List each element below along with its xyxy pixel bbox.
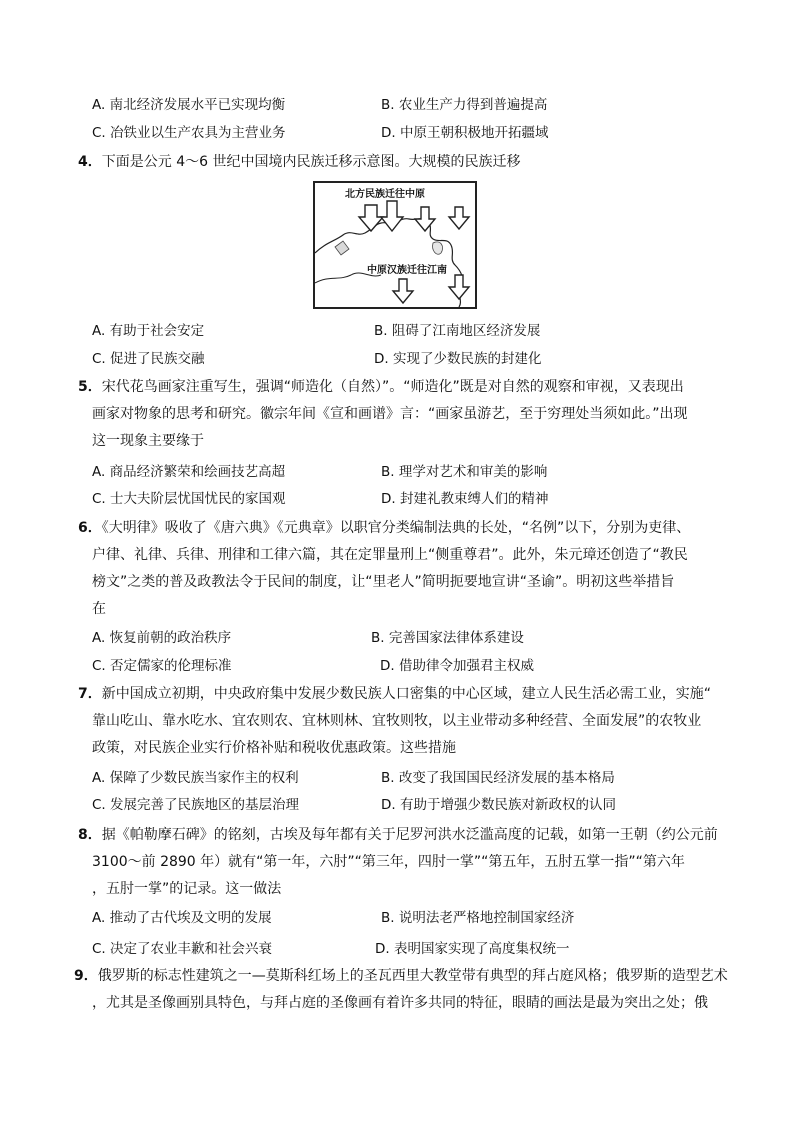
- q5-line-2: 画家对物象的思考和研究。徽宗年间《宣和画谱》言：“画家虽游艺，至于穷理处当须如此。”出现: [92, 406, 688, 422]
- q4-stem-text: 下面是公元 4～6 世纪中国境内民族迁移示意图。大规模的民族迁移: [101, 154, 521, 170]
- q8-option-a: A. 推动了古代埃及文明的发展: [92, 910, 272, 926]
- q7-option-c: C. 发展完善了民族地区的基层治理: [92, 797, 300, 813]
- q4-option-b: B. 阻碍了江南地区经济发展: [374, 323, 541, 339]
- q6-line-1: 6．《大明律》吸收了《唐六典》《元典章》以职官分类编制法典的长处，“名例”以下，分别为吏律、: [78, 520, 691, 536]
- peninsula: [433, 242, 443, 254]
- q9-number: 9: [74, 968, 84, 984]
- migration-map: [313, 181, 477, 309]
- q8-option-c: C. 决定了农业丰歉和社会兴衰: [92, 941, 273, 957]
- q6-option-b: B. 完善国家法律体系建设: [371, 630, 524, 646]
- q5-option-b: B. 理学对艺术和审美的影响: [381, 464, 548, 480]
- arrow-5: [393, 279, 413, 303]
- q9-line-2: ，尤其是圣像画别具特色，与拜占庭的圣像画有着许多共同的特征，眼睛的画法是最为突出之处；俄: [92, 995, 708, 1011]
- q5-option-d: D. 封建礼教束缚人们的精神: [381, 491, 549, 507]
- q3-option-b: B. 农业生产力得到普遍提高: [381, 97, 548, 113]
- q7-option-d: D. 有助于增强少数民族对新政权的认同: [381, 797, 616, 813]
- q6-line-1-text: 《大明律》吸收了《唐六典》《元典章》以职官分类编制法典的长处，“名例”以下，分别为吏律、: [101, 520, 691, 536]
- q8-line-1: 8．据《帕勒摩石碑》的铭刻，古埃及每年都有关于尼罗河洪水泛滥高度的记载，如第一王朝（约公元前: [78, 827, 718, 843]
- q6-option-a: A. 恢复前朝的政治秩序: [92, 630, 232, 646]
- q5-line-1: 5．宋代花鸟画家注重写生，强调“师造化（自然）”。“师造化”既是对自然的观察和审视，又表现出: [78, 379, 684, 395]
- q7-option-b: B. 改变了我国国民经济发展的基本格局: [381, 770, 615, 786]
- q4-stem: 4．下面是公元 4～6 世纪中国境内民族迁移示意图。大规模的民族迁移: [78, 154, 521, 170]
- q8-option-d: D. 表明国家实现了高度集权统一: [375, 941, 570, 957]
- q7-number: 7: [78, 686, 88, 702]
- q8-option-b: B. 说明法老严格地控制国家经济: [381, 910, 575, 926]
- q4-option-c: C. 促进了民族交融: [92, 351, 205, 367]
- q7-line-3: 政策，对民族企业实行价格补贴和税收优惠政策。这些措施: [92, 740, 456, 756]
- q3-option-a: A. 南北经济发展水平已实现均衡: [92, 97, 286, 113]
- q8-line-2: 3100～前 2890 年）就有“第一年，六肘”“第三年，四肘一掌”“第五年，五肘五掌一指”“第六年: [92, 854, 685, 870]
- q6-option-c: C. 否定儒家的伦理标准: [92, 658, 232, 674]
- q3-option-c: C. 冶铁业以生产农具为主营业务: [92, 125, 286, 141]
- q3-option-d: D. 中原王朝积极地开拓疆域: [381, 125, 549, 141]
- q5-option-c: C. 士大夫阶层忧国忧民的家国观: [92, 491, 286, 507]
- q4-number: 4: [78, 154, 88, 170]
- q4-option-d: D. 实现了少数民族的封建化: [374, 351, 542, 367]
- land-shade: [335, 241, 349, 255]
- q6-line-4: 在: [92, 601, 106, 617]
- arrow-3: [415, 207, 435, 231]
- q5-line-1-text: 宋代花鸟画家注重写生，强调“师造化（自然）”。“师造化”既是对自然的观察和审视，又表现出: [101, 379, 684, 395]
- map-label-north: 北方民族迁往中原: [345, 189, 425, 200]
- q7-line-2: 靠山吃山、靠水吃水、宜农则农、宜林则林、宜牧则牧，以主业带动多种经营、全面发展”的农牧业: [92, 713, 702, 729]
- q6-number: 6: [78, 520, 88, 536]
- north-arrows: [359, 201, 469, 231]
- q8-number: 8: [78, 827, 88, 843]
- q9-line-1-text: 俄罗斯的标志性建筑之一—莫斯科红场上的圣瓦西里大教堂带有典型的拜占庭风格；俄罗斯的造型艺术: [97, 968, 728, 984]
- arrow-1: [359, 205, 383, 231]
- q6-line-3: 榜文”之类的普及政教法令于民间的制度，让“里老人”简明扼要地宣讲“圣谕”。明初这些举措旨: [92, 574, 675, 590]
- arrow-2: [381, 201, 403, 231]
- q6-option-d: D. 借助律令加强君主权威: [380, 658, 534, 674]
- q8-line-1-text: 据《帕勒摩石碑》的铭刻，古埃及每年都有关于尼罗河洪水泛滥高度的记载，如第一王朝（约公元前: [101, 827, 718, 843]
- q9-line-1: 9．俄罗斯的标志性建筑之一—莫斯科红场上的圣瓦西里大教堂带有典型的拜占庭风格；俄罗斯的造型艺术: [74, 968, 728, 984]
- q7-option-a: A. 保障了少数民族当家作主的权利: [92, 770, 299, 786]
- q7-line-1-text: 新中国成立初期，中央政府集中发展少数民族人口密集的中心区域，建立人民生活必需工业，实施“: [101, 686, 712, 702]
- q4-option-a: A. 有助于社会安定: [92, 323, 205, 339]
- south-arrows: [393, 275, 469, 303]
- q8-line-3: ，五肘一掌”的记录。这一做法: [92, 881, 282, 897]
- q5-line-3: 这一现象主要缘于: [92, 433, 204, 449]
- migration-map-drawing: [315, 183, 475, 307]
- q7-line-1: 7．新中国成立初期，中央政府集中发展少数民族人口密集的中心区域，建立人民生活必需工业，实施“: [78, 686, 712, 702]
- arrow-4: [449, 207, 469, 229]
- map-label-south: 中原汉族迁往江南: [367, 265, 447, 276]
- q6-line-2: 户律、礼律、兵律、刑律和工律六篇，其在定罪量刑上“侧重尊君”。此外，朱元璋还创造了“教民: [92, 547, 688, 563]
- q5-option-a: A. 商品经济繁荣和绘画技艺高超: [92, 464, 286, 480]
- q5-number: 5: [78, 379, 88, 395]
- arrow-6: [449, 275, 469, 299]
